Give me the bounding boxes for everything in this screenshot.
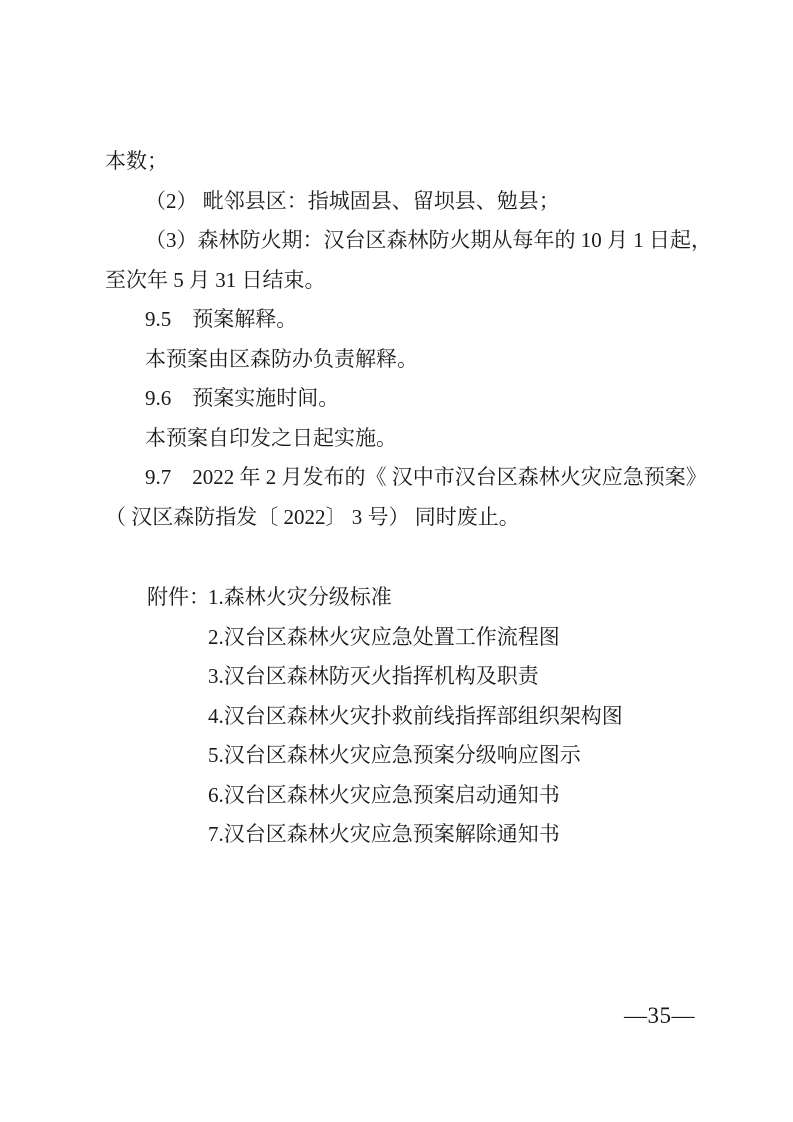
attachment-item-6: 6.汉台区森林火灾应急预案启动通知书 [208,782,560,807]
attachment-row-3 [105,657,717,697]
body-line-2: （2） 毗邻县区：指城固县、留坝县、勉县； [145,188,560,213]
attachment-row-2 [105,618,717,658]
page-number: —35— [624,1003,695,1028]
attachment-row-6 [105,776,717,816]
body-line-5-heading: 9.5 预案解释。 [145,307,298,331]
attachment-item-7: 7.汉台区森林火灾应急预案解除通知书 [208,822,560,846]
attachment-item-1: 1.森林火灾分级标准 [208,585,392,609]
attachment-list [105,578,717,855]
attachment-row-5 [105,736,717,776]
attachment-row-1 [105,578,717,618]
attachment-row-4 [105,697,717,737]
body-line-4: 至次年 5 月 31 日结束。 [105,267,326,292]
attachment-row-7 [105,815,717,855]
attachments-label: 附件： [147,585,210,609]
body-line-1: 本数； [105,149,168,173]
body-line-10: （ 汉区森防指发〔 2022〕 3 号） 同时废止。 [105,504,520,529]
body-line-6: 本预案由区森防办负责解释。 [145,346,418,371]
attachment-item-4: 4.汉台区森林火灾扑救前线指挥部组织架构图 [208,703,623,728]
body-line-7-heading: 9.6 预案实施时间。 [145,386,340,410]
body-line-3: （3）森林防火期：汉台区森林防火期从每年的 10 月 1 日起， [145,228,712,252]
body-line-9: 9.7 2022 年 2 月发布的《 汉中市汉台区森林火灾应急预案》 [145,465,707,489]
document-body [105,142,717,537]
attachment-item-2: 2.汉台区森林火灾应急处置工作流程图 [208,624,560,649]
body-line-8: 本预案自印发之日起实施。 [145,425,397,450]
attachment-item-5: 5.汉台区森林火灾应急预案分级响应图示 [208,743,581,767]
attachment-item-3: 3.汉台区森林防灭火指挥机构及职责 [208,664,539,688]
